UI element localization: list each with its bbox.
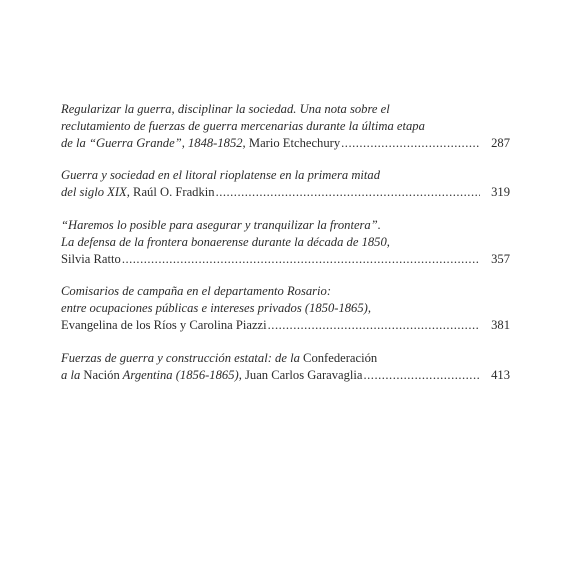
entry-title-roman: Confederación xyxy=(299,350,378,365)
entry-title-italic: Fuerzas de guerra y construcción estatal: de la xyxy=(61,350,300,365)
toc-entry[interactable] xyxy=(61,217,510,267)
entry-title-line: entre ocupaciones públicas e intereses privados (1850-1865), xyxy=(61,301,371,316)
entry-title-line: del siglo XIX, xyxy=(61,185,130,200)
dot-leader xyxy=(216,184,480,201)
entry-page-number: 413 xyxy=(491,367,510,382)
dot-leader xyxy=(364,367,481,384)
entry-title-italic: Argentina (1856-1865), xyxy=(119,367,242,382)
entry-author: Silvia Ratto xyxy=(61,251,121,266)
entry-author: Raúl O. Fradkin xyxy=(129,185,215,200)
entry-title-line: Regularizar la guerra, disciplinar la sociedad. Una nota sobre el xyxy=(61,102,390,116)
entry-page-number: 287 xyxy=(491,135,510,150)
dot-leader xyxy=(341,135,480,152)
entry-author: Mario Etchechury xyxy=(245,135,341,150)
entry-title-line: Guerra y sociedad en el litoral rioplatense en la primera mitad xyxy=(61,168,381,183)
entry-title-line: de la “Guerra Grande”, 1848-1852, xyxy=(61,135,246,150)
entry-page-number: 357 xyxy=(491,251,510,266)
entry-title-line: La defensa de la frontera bonaerense durante la década de 1850, xyxy=(61,234,390,249)
dot-leader xyxy=(268,317,480,334)
entry-title-line: reclutamiento de fuerzas de guerra mercenarias durante la última etapa xyxy=(61,118,425,133)
toc-entry[interactable] xyxy=(61,167,510,201)
entry-title-line xyxy=(61,350,510,367)
toc-entry[interactable] xyxy=(61,283,510,333)
entry-author: Evangelina de los Ríos y Carolina Piazzi xyxy=(61,317,267,332)
table-of-contents xyxy=(61,101,510,399)
entry-page-number: 319 xyxy=(491,185,510,200)
entry-title-line: “Haremos lo posible para asegurar y tranquilizar la frontera”. xyxy=(61,217,381,232)
toc-entry[interactable] xyxy=(61,350,510,384)
entry-title-italic: a la xyxy=(61,367,81,382)
entry-author: Juan Carlos Garavaglia xyxy=(241,367,363,382)
entry-title-line: Comisarios de campaña en el departamento Rosario: xyxy=(61,284,332,299)
entry-page-number: 381 xyxy=(491,317,510,332)
dot-leader xyxy=(122,251,480,268)
toc-entry[interactable] xyxy=(61,101,510,151)
entry-title-roman: Nación xyxy=(80,367,120,382)
